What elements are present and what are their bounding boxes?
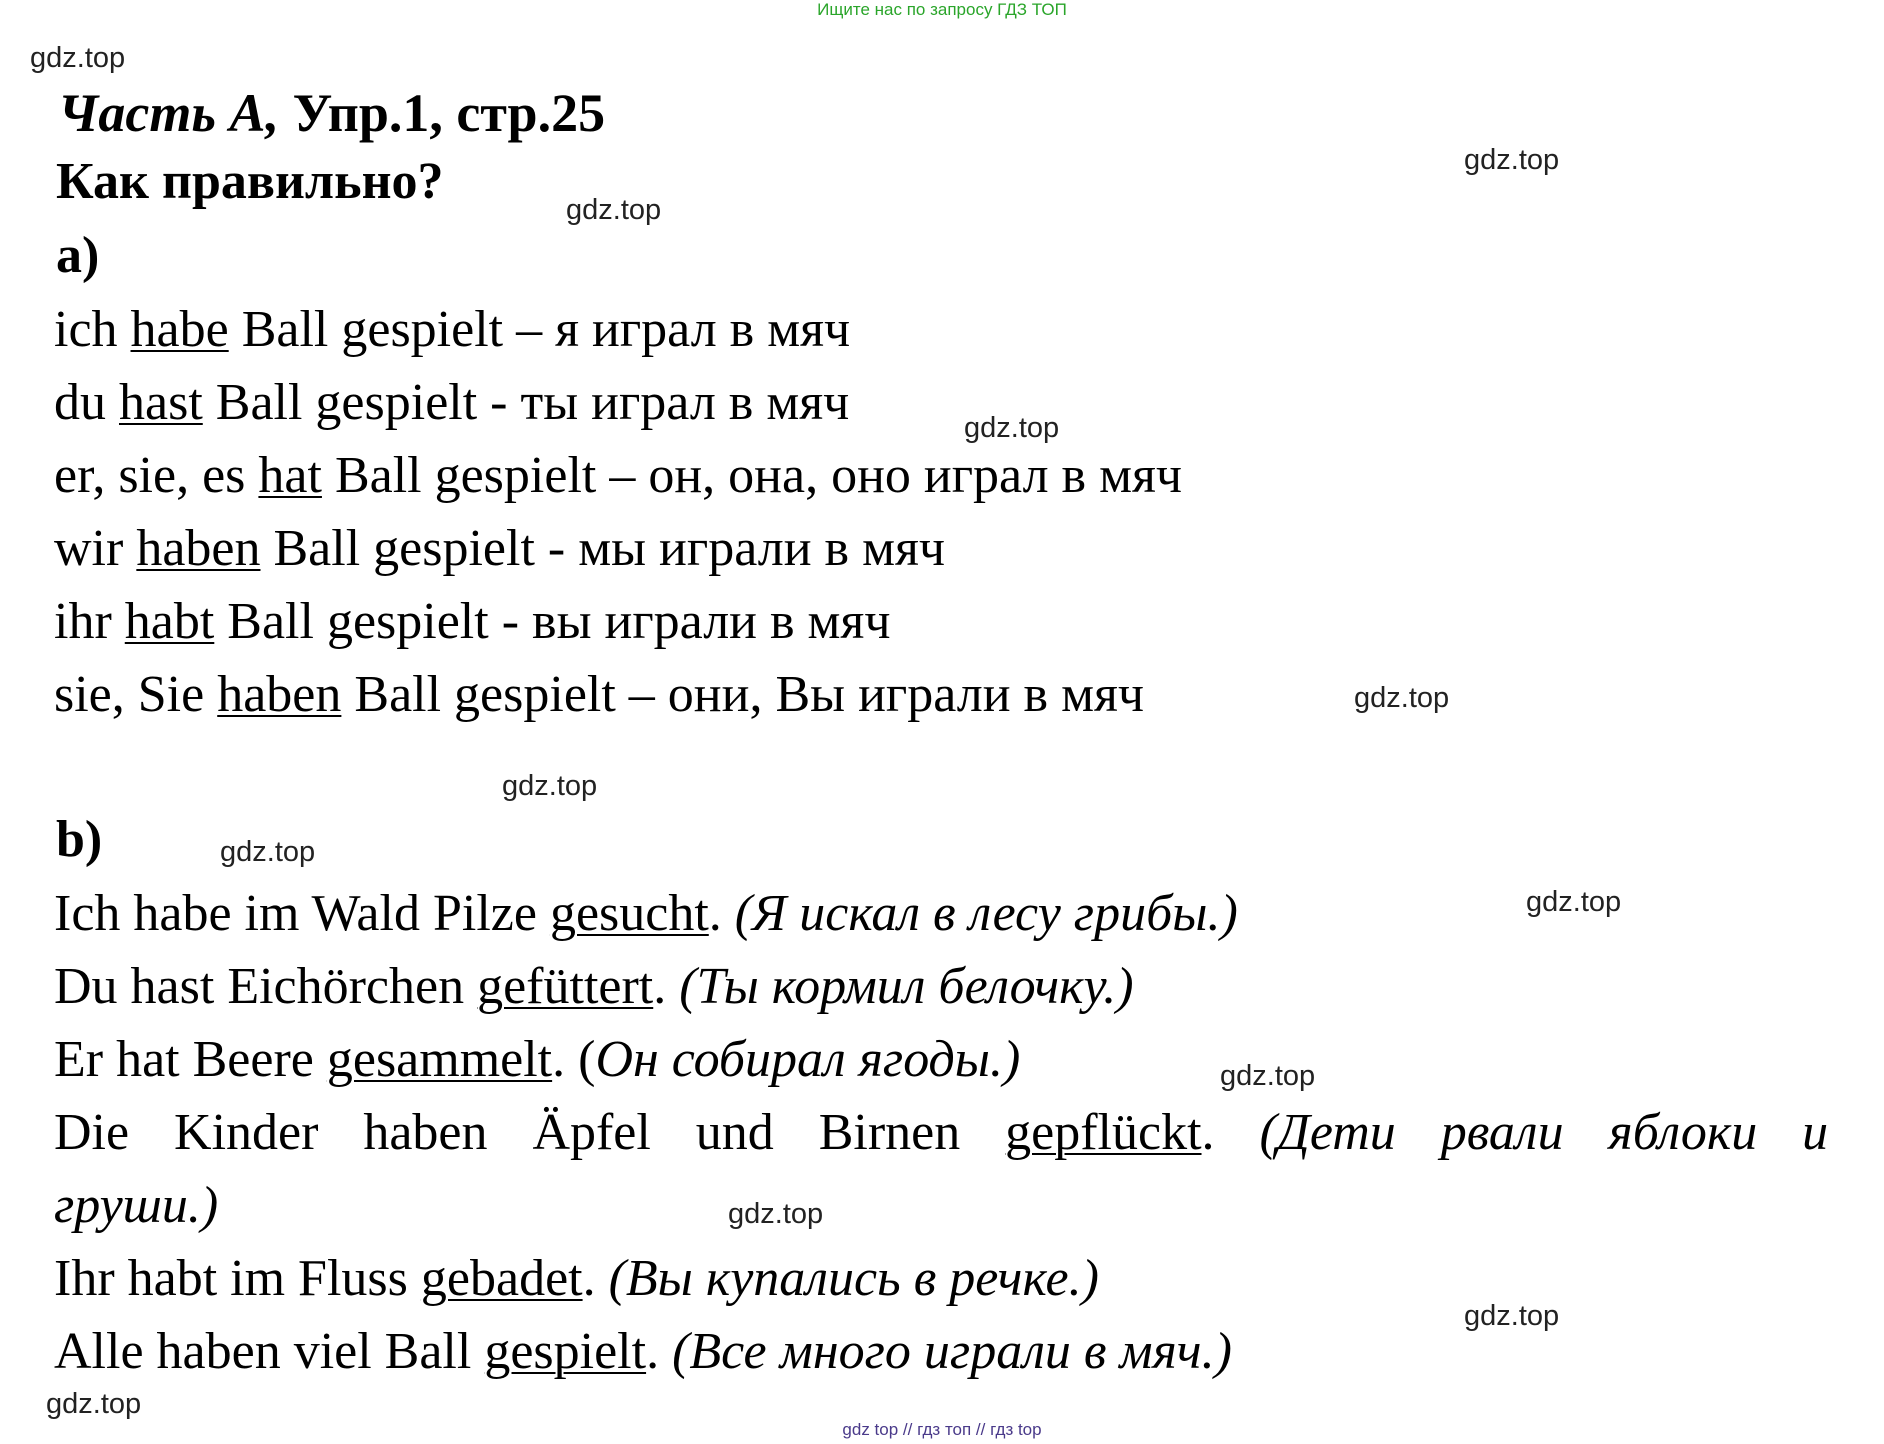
watermark: gdz.top: [1526, 886, 1622, 918]
verb-underlined: gesucht: [549, 885, 709, 942]
verb-underlined: gebadet: [420, 1250, 583, 1307]
line-text: Ball gespielt - вы играли в мяч: [214, 593, 891, 650]
verb-underlined: habe: [130, 301, 229, 358]
translation-word: яблоки: [1608, 1104, 1758, 1161]
translation-word: рвали: [1440, 1104, 1564, 1161]
watermark: gdz.top: [1464, 144, 1560, 176]
section-b-label: b): [56, 811, 103, 868]
translation-word: (Дети: [1259, 1104, 1396, 1161]
verb-underlined: gefüttert: [477, 958, 654, 1015]
verb-underlined: habt: [124, 593, 215, 650]
watermark: gdz.top: [1354, 682, 1450, 714]
watermark: gdz.top: [46, 1388, 142, 1420]
bottom-banner: gdz top // гдз топ // гдз top: [842, 1420, 1042, 1439]
line-text: Ball gespielt – он, она, оно играл в мяч: [321, 447, 1183, 504]
sentence-line-justified: [54, 1103, 1828, 1163]
page-title: [58, 80, 605, 146]
dot: .: [1201, 1104, 1215, 1161]
line-text: sie, Sie: [54, 666, 218, 723]
title-part: Часть А,: [58, 83, 280, 143]
line-text: .: [646, 1323, 673, 1380]
line-text: ich: [54, 301, 131, 358]
translation: (Я искал в лесу грибы.): [734, 885, 1238, 942]
line-text: du: [54, 374, 119, 431]
word: und: [695, 1104, 774, 1161]
translation: (Вы купались в речке.): [608, 1250, 1099, 1307]
word: haben: [363, 1104, 488, 1161]
title-rest: Упр.1, стр.25: [279, 83, 606, 143]
watermark: gdz.top: [502, 770, 598, 802]
line-text: .: [582, 1250, 609, 1307]
sentence-line: [54, 1322, 1232, 1382]
line-text: Ball gespielt - мы играли в мяч: [260, 520, 946, 577]
verb-underlined: gepflückt: [1005, 1104, 1202, 1161]
translation: (Ты кормил белочку.): [679, 958, 1134, 1015]
translation-word: и: [1802, 1104, 1829, 1161]
word: Kinder: [174, 1104, 319, 1161]
watermark: gdz.top: [566, 194, 662, 226]
line-text: er, sie, es: [54, 447, 259, 504]
line-text: . (: [552, 1031, 596, 1088]
sentence-line: [54, 1030, 1020, 1090]
section-a-label: a): [56, 227, 100, 284]
top-banner: Ищите нас по запросу ГДЗ ТОП: [817, 0, 1067, 19]
watermark: gdz.top: [220, 836, 316, 868]
translation: Он собирал ягоды.): [595, 1031, 1021, 1088]
watermark: gdz.top: [1220, 1060, 1316, 1092]
word: Birnen: [818, 1104, 961, 1161]
conjugation-line: [54, 592, 891, 652]
line-text: ihr: [54, 593, 125, 650]
word: Äpfel: [532, 1104, 651, 1161]
verb-underlined: hast: [119, 374, 203, 431]
line-text: Alle haben viel Ball: [54, 1323, 485, 1380]
conjugation-line: [54, 300, 850, 360]
line-text: Ihr habt im Fluss: [54, 1250, 421, 1307]
line-text: Er hat Beere: [54, 1031, 327, 1088]
line-text: Ball gespielt - ты играл в мяч: [202, 374, 850, 431]
verb-underlined: haben: [136, 520, 261, 577]
conjugation-line: [54, 665, 1144, 725]
line-text: Ball gespielt – я играл в мяч: [228, 301, 851, 358]
word: Die: [54, 1104, 130, 1161]
conjugation-line: [54, 446, 1182, 506]
watermark: gdz.top: [30, 42, 126, 74]
line-text: .: [653, 958, 680, 1015]
translation-continuation: груши.): [54, 1177, 219, 1234]
conjugation-line: [54, 519, 945, 579]
verb-underlined: haben: [217, 666, 342, 723]
page-subtitle: Как правильно?: [56, 153, 444, 210]
verb-with-dot: [1005, 1104, 1214, 1161]
line-text: Ball gespielt – они, Вы играли в мяч: [341, 666, 1145, 723]
sentence-line: [54, 884, 1238, 944]
sentence-line: [54, 1249, 1099, 1309]
watermark: gdz.top: [1464, 1300, 1560, 1332]
line-text: .: [708, 885, 735, 942]
line-text: wir: [54, 520, 137, 577]
line-text: Ich habe im Wald Pilze: [54, 885, 550, 942]
conjugation-line: [54, 373, 849, 433]
verb-underlined: hat: [258, 447, 322, 504]
verb-underlined: gesammelt: [326, 1031, 553, 1088]
verb-underlined: gespielt: [484, 1323, 647, 1380]
watermark: gdz.top: [964, 412, 1060, 444]
line-text: Du hast Eichörchen: [54, 958, 478, 1015]
sentence-line: [54, 957, 1134, 1017]
watermark: gdz.top: [728, 1198, 824, 1230]
translation: (Все много играли в мяч.): [672, 1323, 1232, 1380]
